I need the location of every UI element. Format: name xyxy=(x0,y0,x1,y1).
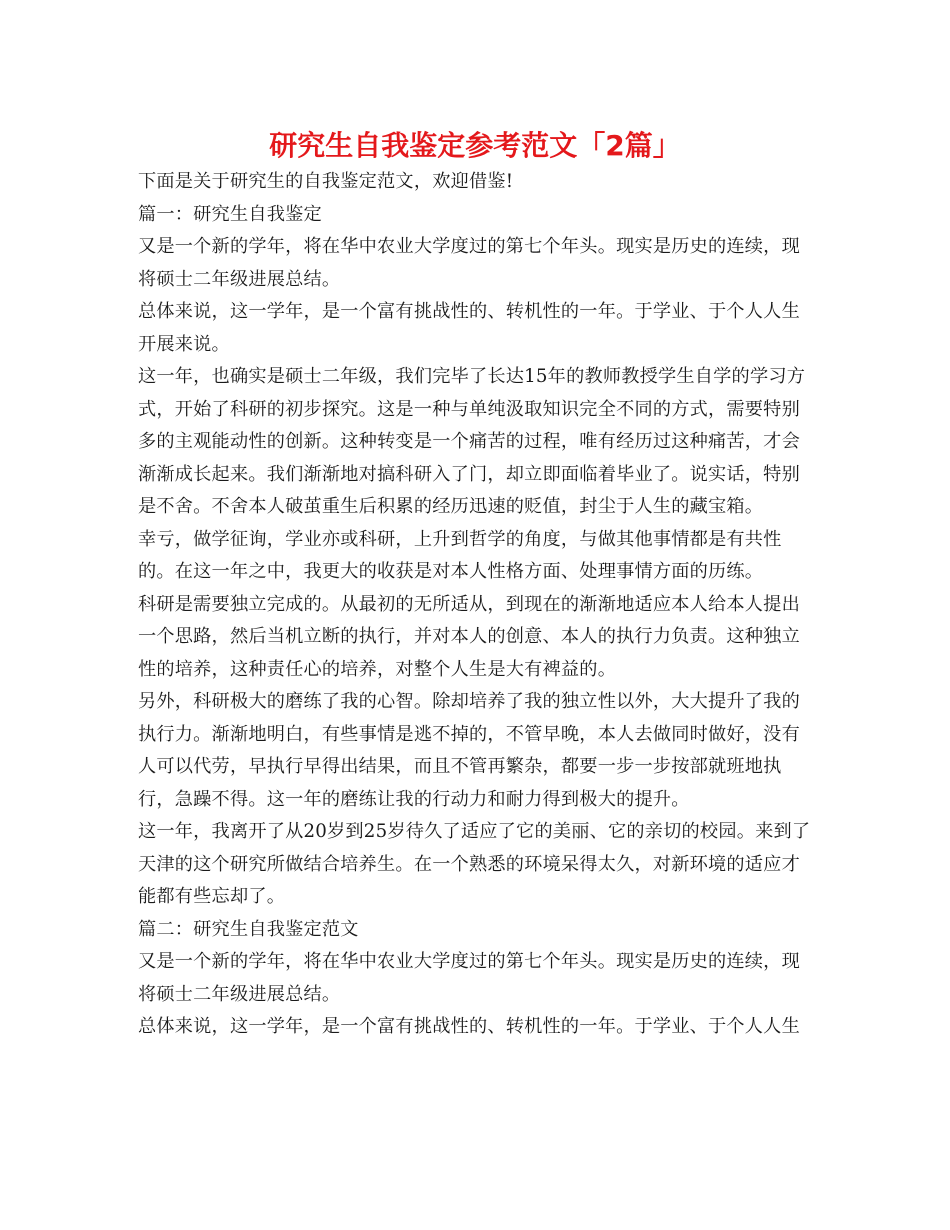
paragraph: 这一年，也确实是硕士二年级，我们完毕了长达15年的教师教授学生自学的学习方式，开始了科研的初步探究。这是一种与单纯汲取知识完全不同的方式，需要特别多的主观能动性的创新。这种转变是一个痛苦的过程，唯有经历过这种痛苦，才会渐渐成长起来。我们渐渐地对搞科研入了门，却立即面临着毕业了。说实话，特别是不舍。不舍本人破茧重生后积累的经历迅速的贬值，封尘于人生的藏宝箱。 xyxy=(138,366,806,517)
paragraph: 幸亏，做学征询，学业亦或科研，上升到哲学的角度，与做其他事情都是有共性的。在这一年之中，我更大的收获是对本人性格方面、处理事情方面的历练。 xyxy=(138,528,782,582)
section-heading-2: 篇二：研究生自我鉴定范文 xyxy=(138,918,359,940)
paragraph: 又是一个新的学年，将在华中农业大学度过的第七个年头。现实是历史的连续，现将硕士二年级进展总结。 xyxy=(138,951,800,1005)
paragraph: 总体来说，这一学年，是一个富有挑战性的、转机性的一年。于学业、于个人人生 xyxy=(138,1016,800,1037)
paragraph-intro: 下面是关于研究生的自我鉴定范文，欢迎借鉴! xyxy=(138,171,514,192)
document-title: 研究生自我鉴定参考范文「2篇」 xyxy=(269,129,681,162)
paragraph: 另外，科研极大的磨练了我的心智。除却培养了我的独立性以外，大大提升了我的执行力。渐渐地明白，有些事情是逃不掉的，不管早晚，本人去做同时做好，没有人可以代劳，早执行早得出结果，而且不管再繁杂，都要一步一步按部就班地执行，急躁不得。这一年的磨练让我的行动力和耐力得到极大的提升。 xyxy=(138,691,800,810)
paragraph: 这一年，我离开了从20岁到25岁待久了适应了它的美丽、它的亲切的校园。来到了天津的这个研究所做结合培养生。在一个熟悉的环境呆得太久，对新环境的适应才能都有些忘却了。 xyxy=(138,821,811,907)
paragraph: 又是一个新的学年，将在华中农业大学度过的第七个年头。现实是历史的连续，现将硕士二年级进展总结。 xyxy=(138,236,800,290)
paragraph: 总体来说，这一学年，是一个富有挑战性的、转机性的一年。于学业、于个人人生开展来说。 xyxy=(138,301,800,355)
paragraph: 科研是需要独立完成的。从最初的无所适从，到现在的渐渐地适应本人给本人提出一个思路，然后当机立断的执行，并对本人的创意、本人的执行力负责。这种独立性的培养，这种责任心的培养，对整个人生是大有裨益的。 xyxy=(138,593,800,680)
document-body xyxy=(138,166,818,1044)
section-heading-1: 篇一：研究生自我鉴定 xyxy=(138,203,322,225)
